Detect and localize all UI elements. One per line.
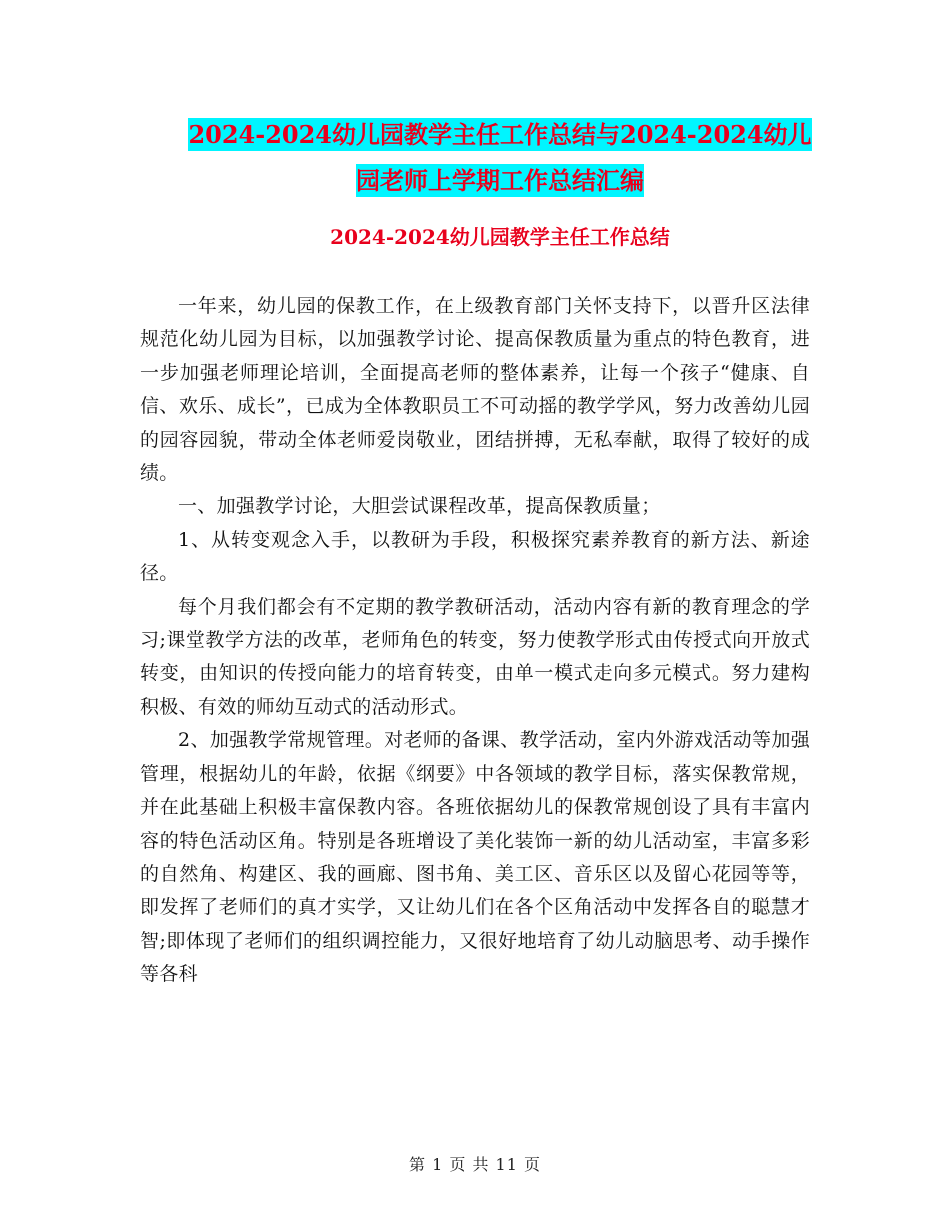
- document-title: [120, 112, 880, 204]
- page-footer: 第 1 页 共 11 页: [409, 1155, 541, 1174]
- document-body: [140, 290, 810, 992]
- paragraph-heading-one: 一、加强教学讨论，大胆尝试课程改革，提高保教质量；: [178, 495, 661, 518]
- paragraph-item-one: 1、从转变观念入手，以教研为手段，积极探究素养教育的新方法、新途径。: [140, 528, 810, 585]
- document-title-line-1: 2024-2024幼儿园教学主任工作总结与2024-2024幼儿: [188, 120, 812, 149]
- paragraph-monthly-research: 每个月我们都会有不定期的教学教研活动，活动内容有新的教育理念的学习;课堂教学方法的改革，老师角色的转变，努力使教学形式由传授式向开放式转变，由知识的传授向能力的培育转变，由单一模式走向多元模式。努力建构积极、有效的师幼互动式的活动形式。: [140, 595, 810, 718]
- document-title-line-2: 园老师上学期工作总结汇编: [356, 166, 644, 195]
- paragraph-item-two: 2、加强教学常规管理。对老师的备课、教学活动，室内外游戏活动等加强管理，根据幼儿的年龄，依据《纲要》中各领域的教学目标，落实保教常规，并在此基础上积极丰富保教内容。各班依据幼儿的保教常规创设了具有丰富内容的特色活动区角。特别是各班增设了美化装饰一新的幼儿活动室，丰富多彩的自然角、构建区、我的画廊、图书角、美工区、音乐区以及留心花园等等，即发挥了老师们的真才实学，又让幼儿们在各个区角活动中发挥各自的聪慧才智;即体现了老师们的组织调控能力，又很好地培育了幼儿动脑思考、动手操作等各科: [140, 729, 810, 986]
- section-title: 2024-2024幼儿园教学主任工作总结: [330, 225, 670, 249]
- paragraph-intro: 一年来，幼儿园的保教工作，在上级教育部门关怀支持下，以晋升区法律规范化幼儿园为目标，以加强教学讨论、提高保教质量为重点的特色教育，进一步加强老师理论培训，全面提高老师的整体素养，让每一个孩子“健康、自信、欢乐、成长”，已成为全体教职员工不可动摇的教学学风，努力改善幼儿园的园容园貌，带动全体老师爱岗敬业，团结拼搏，无私奉献，取得了较好的成绩。: [140, 295, 810, 485]
